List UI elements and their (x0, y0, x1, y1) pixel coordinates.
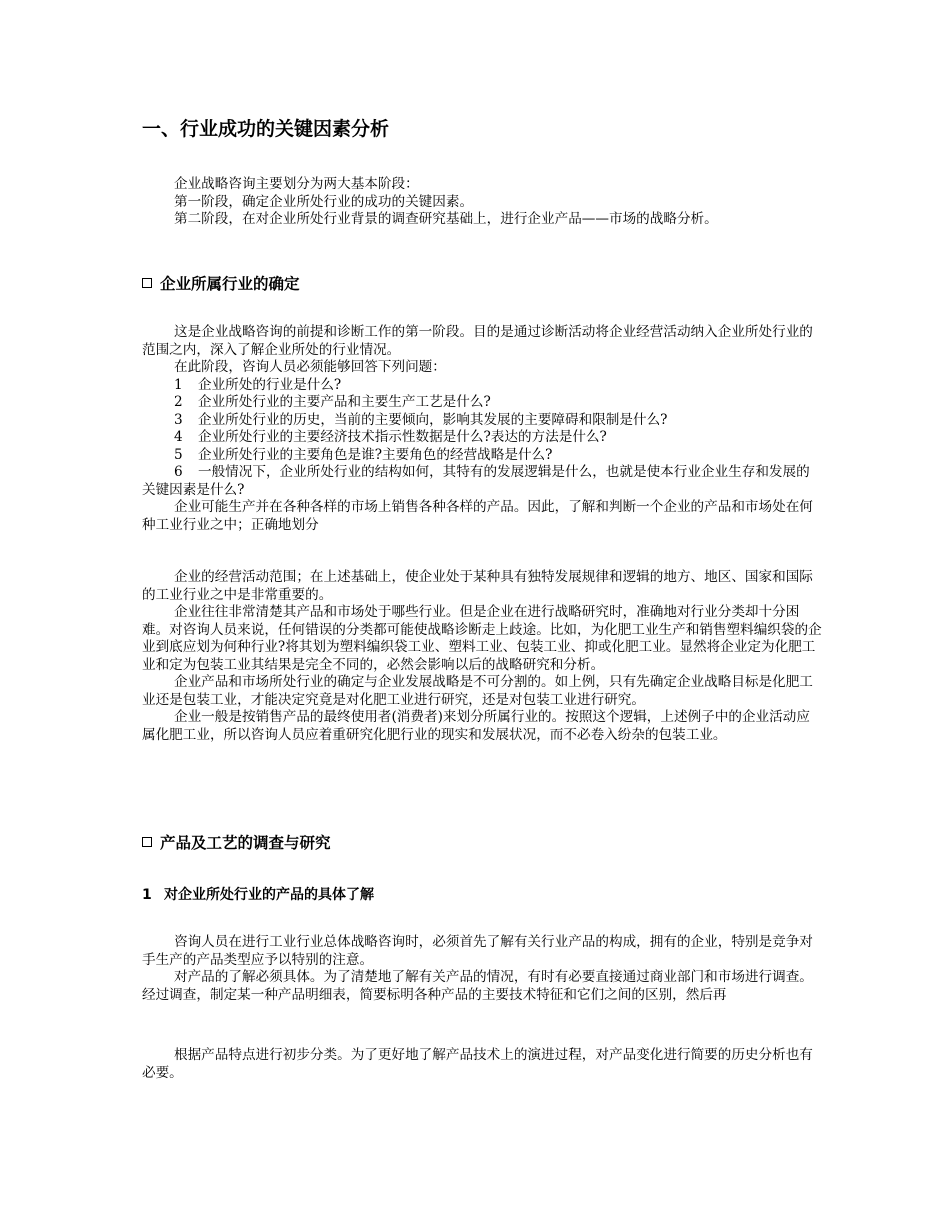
paragraph: 咨询人员在进行工业行业总体战略咨询时，必须首先了解有关行业产品的构成，拥有的企业，特别是竞争对手生产的产品类型应予以特别的注意。 (142, 934, 813, 968)
question-item: 2 企业所处行业的主要产品和主要生产工艺是什么? (174, 394, 491, 410)
checkbox-square-icon (142, 837, 152, 847)
intro-line: 第二阶段，在对企业所处行业背景的调查研究基础上，进行企业产品——市场的战略分析。 (174, 211, 718, 227)
section-title: 企业所属行业的确定 (160, 275, 300, 293)
paragraph: 在此阶段，咨询人员必须能够回答下列问题： (174, 359, 446, 375)
checkbox-square-icon (142, 278, 152, 288)
paragraph: 这是企业战略咨询的前提和诊断工作的第一阶段。目的是通过诊断活动将企业经营活动纳入企业所处行业的范围之内，深入了解企业所处的行业情况。 (142, 324, 813, 358)
intro-line: 第一阶段，确定企业所处行业的成功的关键因素。 (174, 193, 474, 210)
paragraph: 企业往往非常清楚其产品和市场处于哪些行业。但是企业在进行战略研究时，准确地对行业分类却十分困难。对咨询人员来说，任何错误的分类都可能使战略诊断走上歧途。比如，为化肥工业生产和销售塑料编织袋的企业到底应划为何种行业?将其划为塑料编织袋工业、塑料工业、包装工业、抑或化肥工业。显然将企业定为化肥工业和定为包装工业其结果是完全不同的，必然会影响以后的战略研究和分析。 (142, 604, 822, 673)
section1-body-cont (142, 569, 822, 744)
question-item: 1 企业所处的行业是什么? (174, 376, 342, 393)
section-heading-industry (142, 272, 822, 294)
section1-body (142, 324, 822, 534)
paragraph: 企业产品和市场所处行业的确定与企业发展战略是不可分割的。如上例，只有先确定企业战略目标是化肥工业还是包装工业，才能决定究竟是对化肥工业进行研究，还是对包装工业进行研究。 (142, 674, 813, 708)
question-item: 3 企业所处行业的历史，当前的主要倾向，影响其发展的主要障碍和限制是什么? (174, 411, 668, 428)
paragraph: 根据产品特点进行初步分类。为了更好地了解产品技术上的演进过程，对产品变化进行简要的历史分析也有必要。 (142, 1047, 813, 1081)
paragraph: 企业可能生产并在各种各样的市场上销售各种各样的产品。因此，了解和判断一个企业的产品和市场处在何种工业行业之中；正确地划分 (142, 499, 813, 533)
section2-body (142, 934, 822, 1004)
question-item: 5 企业所处行业的主要角色是谁?主要角色的经营战略是什么? (174, 446, 553, 463)
subsection-heading: 1 对企业所处行业的产品的具体了解 (142, 887, 374, 903)
intro-block (142, 176, 822, 229)
paragraph: 企业的经营活动范围；在上述基础上，使企业处于某种具有独特发展规律和逻辑的地方、地区、国家和国际的工业行业之中是非常重要的。 (142, 569, 813, 603)
main-heading: 一、行业成功的关键因素分析 (142, 118, 390, 140)
section2-body-cont (142, 1047, 822, 1082)
question-item: 4 企业所处行业的主要经济技术指示性数据是什么?表达的方法是什么? (174, 429, 607, 445)
paragraph: 企业一般是按销售产品的最终使用者(消费者)来划分所属行业的。按照这个逻辑，上述例子中的企业活动应属化肥工业，所以咨询人员应着重研究化肥行业的现实和发展状况，而不必卷入纷杂的包装工业。 (142, 709, 810, 743)
section-heading-products (142, 831, 822, 853)
question-item: 6 一般情况下，企业所处行业的结构如何，其特有的发展逻辑是什么，也就是使本行业企业生存和发展的关键因素是什么? (142, 464, 810, 498)
paragraph: 对产品的了解必须具体。为了清楚地了解有关产品的情况，有时有必要直接通过商业部门和市场进行调查。经过调查，制定某一种产品明细表，简要标明各种产品的主要技术特征和它们之间的区别，然后再 (142, 969, 813, 1003)
section-title: 产品及工艺的调查与研究 (160, 834, 331, 852)
intro-line: 企业战略咨询主要划分为两大基本阶段： (174, 176, 419, 192)
